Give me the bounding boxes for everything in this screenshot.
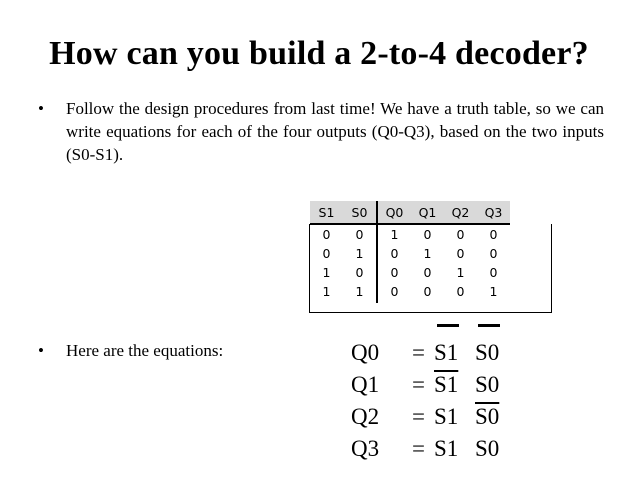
equation-term-s0: S0 — [475, 436, 500, 461]
table-cell: 0 — [377, 244, 411, 263]
equation-term-s0: S0 — [475, 372, 500, 397]
table-cell: 1 — [377, 224, 411, 244]
equation-term-s1: S1 — [434, 404, 459, 429]
table-cell: 0 — [322, 227, 331, 242]
header-s0: S0 — [343, 201, 377, 224]
table-row — [310, 224, 510, 244]
table-cell: 0 — [456, 284, 465, 299]
table-cell: 0 — [489, 227, 498, 242]
table-cell: 0 — [377, 282, 411, 303]
bullet-marker: • — [38, 341, 44, 360]
table-cell: 1 — [322, 284, 331, 299]
header-s1: S1 — [310, 201, 343, 224]
bullet-text: Here are the equations: — [66, 341, 224, 360]
truth-table-header-row — [310, 201, 510, 224]
table-cell: 1 — [423, 246, 432, 261]
complement-bar — [437, 324, 459, 327]
table-cell: 0 — [377, 263, 411, 282]
table-cell: 0 — [355, 227, 364, 242]
equals-sign: = — [412, 340, 425, 365]
bullet-marker: • — [38, 99, 44, 118]
header-q3: Q3 — [477, 201, 510, 224]
equals-sign: = — [412, 436, 425, 461]
header-q1: Q1 — [411, 201, 444, 224]
table-row — [310, 282, 510, 303]
table-cell: 0 — [355, 265, 364, 280]
equation-output: Q0 — [351, 340, 380, 365]
table-cell: 0 — [423, 284, 432, 299]
table-cell: 0 — [456, 246, 465, 261]
table-cell: 1 — [355, 246, 364, 261]
table-row — [310, 244, 510, 263]
truth-table — [310, 201, 510, 303]
table-cell: 0 — [489, 246, 498, 261]
table-cell: 1 — [456, 265, 465, 280]
header-q2: Q2 — [444, 201, 477, 224]
table-cell: 1 — [355, 284, 364, 299]
table-cell: 1 — [489, 284, 498, 299]
header-q0: Q0 — [377, 201, 411, 224]
equation-term-s0: S0 — [475, 404, 500, 429]
equation-term-s1: S1 — [434, 436, 459, 461]
equals-sign: = — [412, 404, 425, 429]
bullet-text: Follow the design procedures from last time! We have a truth table, so we can write equations for each of the four outputs (Q0-Q3), based on the two inputs (S0-S1). — [66, 99, 604, 164]
equation-term-s1: S1 — [434, 340, 459, 365]
bullet-design-procedures — [38, 97, 604, 166]
equation-output: Q2 — [351, 404, 380, 429]
table-cell: 0 — [489, 265, 498, 280]
complement-bar — [478, 324, 500, 327]
equals-sign: = — [412, 372, 425, 397]
equation-output: Q1 — [351, 372, 380, 397]
table-cell: 0 — [322, 246, 331, 261]
table-cell: 1 — [322, 265, 331, 280]
equation-term-s1: S1 — [434, 372, 459, 397]
slide-title: How can you build a 2-to-4 decoder? — [49, 35, 589, 72]
table-cell: 0 — [423, 227, 432, 242]
table-cell: 0 — [423, 265, 432, 280]
bullet-equations-intro — [38, 339, 338, 362]
equation-term-s0: S0 — [475, 340, 500, 365]
equation-output: Q3 — [351, 436, 380, 461]
table-row — [310, 263, 510, 282]
table-cell: 0 — [456, 227, 465, 242]
